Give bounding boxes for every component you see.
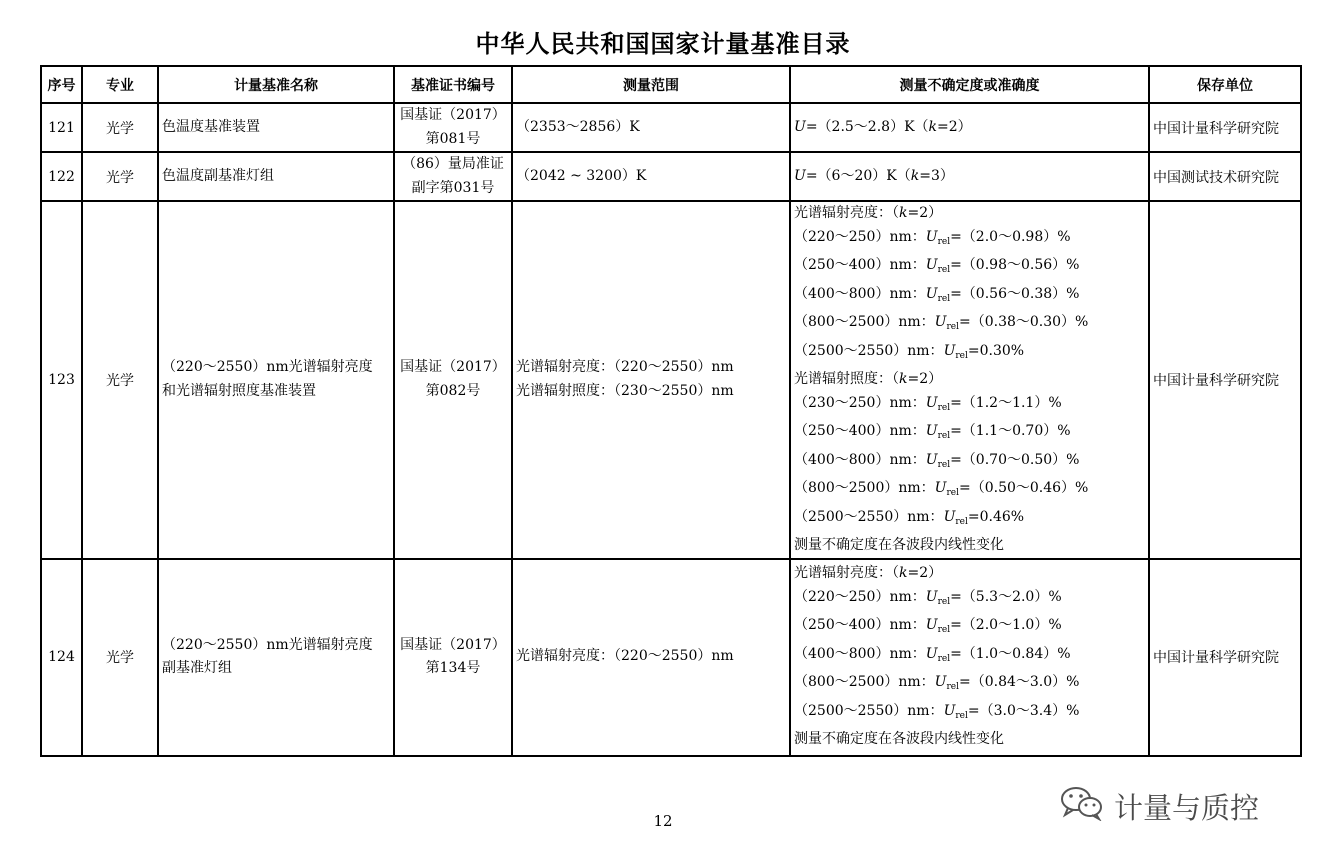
uncertainty-line [794, 506, 1145, 535]
cert-line: （86）量局准证 [402, 156, 504, 172]
uncertainty-subscript: rel [955, 516, 968, 527]
wavelength-range: （800～2500）nm： [794, 314, 935, 330]
cell-certificate-no [394, 103, 512, 152]
wavelength-range: （220～250）nm： [794, 588, 926, 605]
uncertainty-symbol: U [794, 167, 806, 184]
uncertainty-symbol: U [925, 645, 938, 662]
wavelength-range: （400～800）nm： [794, 451, 926, 468]
cert-line: 第134号 [425, 660, 481, 676]
header-field: 专业 [82, 66, 158, 103]
uncertainty-line [794, 254, 1145, 283]
uncertainty-line [794, 614, 1145, 643]
uncertainty-heading: 光谱辐射亮度：（ [794, 205, 899, 221]
header-uncertainty: 测量不确定度或准确度 [790, 66, 1149, 103]
uncertainty-line [794, 586, 1145, 615]
uncertainty-line [794, 477, 1145, 506]
cell-range [512, 152, 790, 201]
uncertainty-value: =（0.70～0.50）% [950, 451, 1080, 468]
cell-uncertainty [790, 201, 1149, 559]
uncertainty-line [794, 392, 1145, 421]
uncertainty-line [794, 449, 1145, 478]
cell-uncertainty [790, 103, 1149, 152]
coverage-factor-symbol: k [899, 205, 908, 221]
uncertainty-line [794, 226, 1145, 255]
name-line: 色温度副基准灯组 [162, 167, 274, 184]
uncertainty-subscript: rel [946, 682, 959, 693]
uncertainty-value: =0.46% [967, 508, 1025, 525]
cell-certificate-no [394, 559, 512, 756]
name-line: （220～2550）nm光谱辐射亮度 [162, 636, 373, 653]
uncertainty-subscript: rel [955, 350, 968, 361]
wavelength-range: （2500～2550）nm： [794, 508, 944, 525]
uncertainty-symbol: U [943, 702, 956, 719]
cell-custodian [1149, 201, 1301, 559]
uncertainty-line [794, 202, 1145, 226]
uncertainty-symbol: U [943, 342, 956, 359]
table-row [41, 559, 1301, 756]
coverage-factor-symbol: k [910, 167, 920, 184]
cell-index [41, 201, 82, 559]
uncertainty-symbol: U [925, 394, 938, 411]
coverage-factor-value: =3） [919, 167, 954, 184]
field-value: 光学 [106, 120, 134, 137]
uncertainty-symbol: U [925, 617, 938, 634]
uncertainty-value: =（3.0～3.4）% [967, 702, 1080, 719]
uncertainty-subscript: rel [937, 265, 951, 275]
uncertainty-symbol: U [934, 314, 947, 330]
uncertainty-heading: 光谱辐射照度：（ [794, 371, 899, 387]
wavelength-range: （400～800）nm： [794, 645, 926, 662]
header-range: 测量范围 [512, 66, 790, 103]
table-row [41, 103, 1301, 152]
range-line: 光谱辐射照度：（230～2550）nm [516, 382, 734, 399]
index-value: 121 [48, 119, 75, 136]
uncertainty-line [794, 728, 1145, 752]
uncertainty-value: =（0.50～0.46）% [958, 480, 1089, 496]
name-line: 和光谱辐射照度基准装置 [162, 382, 316, 399]
uncertainty-line [794, 671, 1145, 700]
uncertainty-subscript: rel [937, 402, 951, 413]
watermark-text: 计量与质控 [1114, 791, 1260, 825]
cert-line: 第082号 [425, 382, 481, 399]
uncertainty-symbol: U [925, 285, 938, 302]
wavelength-range: （220～250）nm： [794, 228, 926, 245]
cert-line: 国基证（2017） [400, 359, 506, 376]
index-value: 122 [48, 168, 75, 185]
uncertainty-subscript: rel [946, 488, 959, 498]
cell-field [82, 103, 158, 152]
uncertainty-value: =0.30% [967, 342, 1025, 359]
index-value: 124 [48, 649, 75, 665]
cell-standard-name [158, 152, 394, 201]
watermark [1060, 785, 1259, 828]
cell-custodian [1149, 103, 1301, 152]
range-line: （2042 ~ 3200）K [516, 167, 647, 184]
uncertainty-line [794, 420, 1145, 449]
uncertainty-value: =（1.2～1.1）% [950, 394, 1062, 411]
coverage-factor-symbol: k [899, 371, 908, 387]
name-line: 色温度基准装置 [162, 118, 260, 135]
uncertainty-symbol: U [934, 480, 947, 496]
custodian-value: 中国计量科学研究院 [1153, 120, 1279, 137]
custodian-value: 中国计量科学研究院 [1153, 650, 1279, 666]
cell-range [512, 103, 790, 152]
coverage-factor-value: =2） [907, 205, 943, 221]
cell-custodian [1149, 152, 1301, 201]
uncertainty-value: =（2.0～0.98）% [950, 228, 1071, 245]
wavelength-range: （800～2500）nm： [794, 674, 935, 691]
uncertainty-symbol: U [925, 451, 938, 468]
uncertainty-value: =（1.1～0.70）% [950, 423, 1071, 439]
uncertainty-line [794, 311, 1145, 340]
uncertainty-subscript: rel [937, 431, 951, 441]
header-index: 序号 [41, 66, 82, 103]
name-line: （220～2550）nm光谱辐射亮度 [162, 359, 373, 376]
wavelength-range: （230～250）nm： [794, 394, 926, 411]
field-value: 光学 [106, 372, 134, 389]
table-row [41, 201, 1301, 559]
header-certificate-no: 基准证书编号 [394, 66, 512, 103]
field-value: 光学 [106, 169, 134, 186]
uncertainty-line [794, 368, 1145, 392]
cell-index [41, 152, 82, 201]
uncertainty-line [794, 534, 1145, 558]
wavelength-range: （400～800）nm： [794, 285, 926, 302]
wechat-icon [1060, 785, 1104, 828]
name-line: 副基准灯组 [162, 660, 232, 676]
uncertainty-subscript: rel [937, 293, 951, 304]
uncertainty-line [794, 283, 1145, 312]
catalog-table [40, 65, 1302, 757]
page-number: 12 [653, 812, 673, 830]
range-line: 光谱辐射亮度：（220～2550）nm [516, 648, 734, 665]
uncertainty-note: 测量不确定度在各波段内线性变化 [794, 731, 1004, 748]
cert-line: 副字第031号 [411, 179, 495, 196]
uncertainty-heading: 光谱辐射亮度：（ [794, 565, 899, 582]
coverage-factor-symbol: k [899, 565, 908, 582]
uncertainty-value: =（5.3～2.0）% [950, 588, 1062, 605]
uncertainty-value: =（0.56～0.38）% [950, 285, 1080, 302]
uncertainty-value: =（2.5～2.8）K（ [805, 118, 929, 135]
uncertainty-line [794, 165, 1145, 189]
cell-field [82, 559, 158, 756]
wavelength-range: （2500～2550）nm： [794, 702, 944, 719]
custodian-value: 中国测试技术研究院 [1153, 169, 1279, 186]
wavelength-range: （250～400）nm： [794, 257, 926, 273]
cell-standard-name [158, 201, 394, 559]
cell-custodian [1149, 559, 1301, 756]
uncertainty-subscript: rel [937, 236, 951, 247]
cell-certificate-no [394, 201, 512, 559]
cell-uncertainty [790, 559, 1149, 756]
uncertainty-line [794, 562, 1145, 586]
cell-field [82, 201, 158, 559]
cell-certificate-no [394, 152, 512, 201]
page-title: 中华人民共和国国家计量基准目录 [475, 30, 851, 58]
cell-standard-name [158, 559, 394, 756]
uncertainty-value: =（1.0～0.84）% [950, 645, 1071, 662]
cell-field [82, 152, 158, 201]
uncertainty-subscript: rel [937, 653, 951, 664]
uncertainty-subscript: rel [937, 596, 951, 607]
wavelength-range: （250～400）nm： [794, 617, 926, 634]
uncertainty-line [794, 700, 1145, 729]
wavelength-range: （250～400）nm： [794, 423, 926, 439]
uncertainty-symbol: U [943, 508, 956, 525]
uncertainty-value: =（0.98～0.56）% [950, 257, 1080, 273]
wavelength-range: （800～2500）nm： [794, 480, 935, 496]
cell-standard-name [158, 103, 394, 152]
uncertainty-symbol: U [925, 423, 938, 439]
table-header-row [41, 66, 1301, 103]
uncertainty-symbol: U [925, 588, 938, 605]
cert-line: 第081号 [425, 130, 481, 147]
coverage-factor-value: =2） [907, 371, 943, 387]
cert-line: 国基证（2017） [400, 636, 506, 653]
cert-line: 国基证（2017） [400, 107, 506, 123]
custodian-value: 中国计量科学研究院 [1153, 372, 1279, 389]
uncertainty-line [794, 643, 1145, 672]
cell-uncertainty [790, 152, 1149, 201]
header-custodian: 保存单位 [1149, 66, 1301, 103]
uncertainty-subscript: rel [946, 322, 959, 332]
uncertainty-subscript: rel [937, 625, 951, 636]
uncertainty-value: =（0.84～3.0）% [958, 674, 1080, 691]
index-value: 123 [48, 371, 75, 388]
uncertainty-symbol: U [934, 674, 947, 691]
uncertainty-symbol: U [925, 257, 938, 273]
uncertainty-line [794, 340, 1145, 369]
coverage-factor-value: =2） [937, 118, 972, 135]
range-line: 光谱辐射亮度：（220～2550）nm [516, 359, 734, 376]
table-body [41, 103, 1301, 756]
wavelength-range: （2500～2550）nm： [794, 342, 944, 359]
uncertainty-note: 测量不确定度在各波段内线性变化 [794, 537, 1004, 553]
coverage-factor-value: =2） [907, 565, 943, 582]
field-value: 光学 [106, 650, 134, 666]
uncertainty-value: =（2.0～1.0）% [950, 617, 1062, 634]
cell-index [41, 103, 82, 152]
header-standard-name: 计量基准名称 [158, 66, 394, 103]
range-line: （2353～2856）K [516, 118, 640, 135]
coverage-factor-symbol: k [928, 118, 938, 135]
cell-range [512, 201, 790, 559]
uncertainty-subscript: rel [955, 710, 968, 721]
uncertainty-value: =（0.38～0.30）% [958, 314, 1089, 330]
uncertainty-symbol: U [925, 228, 938, 245]
uncertainty-value: =（6～20）K（ [805, 167, 911, 184]
uncertainty-subscript: rel [937, 459, 951, 470]
uncertainty-symbol: U [794, 118, 806, 135]
cell-index [41, 559, 82, 756]
uncertainty-line [794, 116, 1145, 140]
table-row [41, 152, 1301, 201]
cell-range [512, 559, 790, 756]
